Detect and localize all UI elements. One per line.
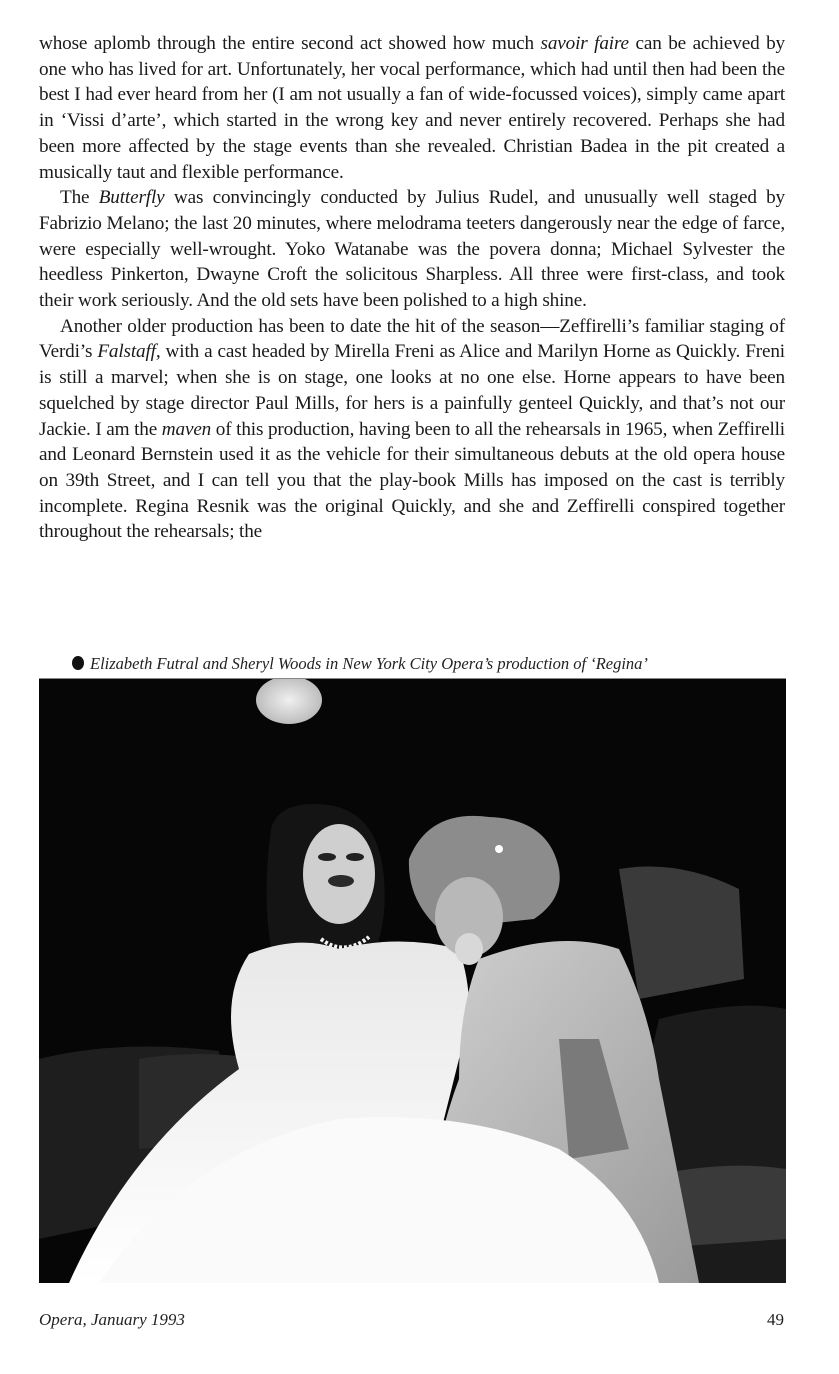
- photo-illustration: [39, 679, 786, 1283]
- text-run: Another older production has been to date the hit of the season—Zeffirelli’s familiar staging of Verdi’s: [39, 315, 785, 363]
- bullet-icon: [72, 656, 84, 670]
- paragraph-1: [39, 31, 785, 185]
- text-run: whose aplomb through the entire second act showed how much: [39, 33, 541, 54]
- paragraph-2: [39, 185, 785, 314]
- article-body: [39, 31, 785, 545]
- caption-text: Elizabeth Futral and Sheryl Woods in New York City Opera’s production of ‘Regina’: [90, 654, 648, 673]
- page-number: 49: [767, 1310, 784, 1329]
- stage-photograph: [39, 678, 786, 1283]
- text-run: with a cast headed by Mirella Freni as Alice and Marilyn Horne as Quickly. Freni is still a marvel; when she is on stage, one looks at no one else. Horne appears to have been squelched by stage director Paul Mills, for hers is a painfully genteel Quickly, and that’s not our Jackie. I am the: [39, 341, 785, 440]
- italic-term: savoir faire: [540, 33, 629, 54]
- text-run: of this production, having been to all the rehearsals in 1965, when Zeffirelli and Leonard Bernstein used it as the vehicle for their simultaneous debuts at the old opera house on 39th Street, and I can tell you that the play-book Mills has imposed on the cast is terribly incomplete. Regina Resnik was the original Quickly, and she and Zeffirelli conspired together throughout the rehearsals; the: [39, 418, 785, 543]
- paragraph-3: [39, 314, 785, 545]
- text-run: can be achieved by one who has lived for art. Unfortunately, her vocal performance, which had until then had been the best I had ever heard from her (I am not usually a fan of wide-focussed voices), simply came apart in ‘Vissi d’arte’, which started in the wrong key and never entirely recovered. Perhaps she had been more affected by the stage events than she revealed. Christian Badea in the pit created a musically taut and flexible performance.: [39, 33, 785, 183]
- italic-term: Butterfly: [98, 187, 165, 209]
- figure-caption: [72, 654, 772, 674]
- text-run: was convincingly conducted by Julius Rudel, and unusually well staged by Fabrizio Melano; the last 20 minutes, where melodrama teeters dangerously near the edge of farce, were especially well-wrought. Yoko Watanabe was the povera donna; Michael Sylvester the heedless Pinkerton, Dwayne Croft the solicitous Sharpless. All three were first-class, and took their work seriously. And the old sets have been polished to a high shine.: [39, 187, 785, 312]
- text-run: The: [60, 187, 99, 209]
- italic-term: maven: [161, 418, 212, 440]
- publication-footer: Opera, January 1993: [39, 1310, 185, 1329]
- italic-term: Falstaff,: [97, 341, 161, 363]
